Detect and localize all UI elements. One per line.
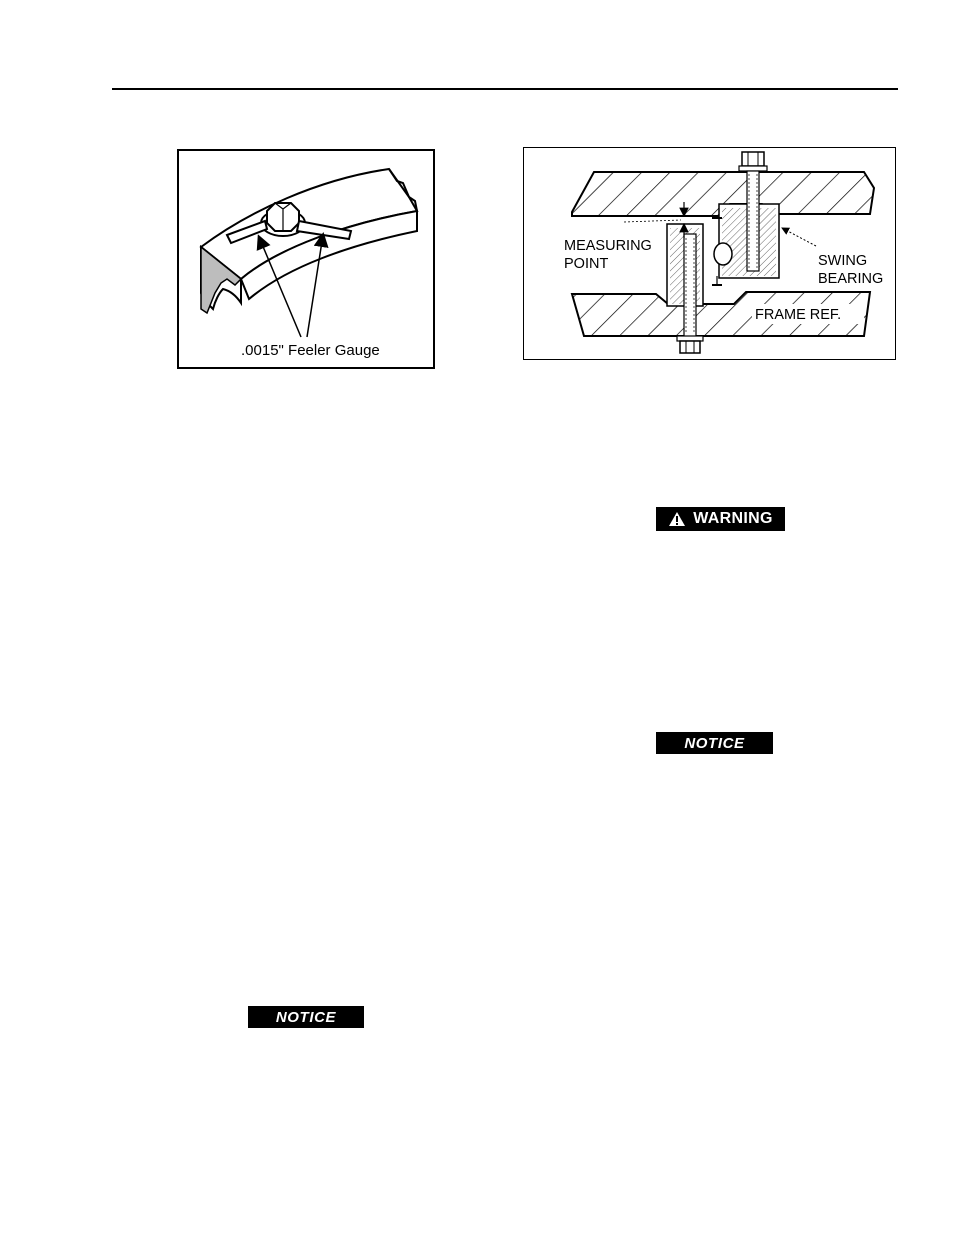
feeler-gauge-caption: .0015" Feeler Gauge bbox=[241, 342, 380, 359]
swing-bearing-illustration bbox=[524, 148, 897, 361]
measuring-point-label-2: POINT bbox=[564, 256, 609, 272]
header-rule bbox=[112, 88, 898, 90]
notice-badge-right bbox=[656, 732, 773, 754]
swing-bearing-label-1: SWING bbox=[818, 253, 868, 269]
measuring-point-label-1: MEASURING bbox=[564, 238, 652, 254]
warning-label: WARNING bbox=[693, 510, 773, 527]
feeler-gauge-figure bbox=[177, 149, 435, 369]
feeler-gauge-illustration bbox=[179, 151, 437, 371]
notice-label-left: NOTICE bbox=[275, 1008, 337, 1026]
frame-ref-label: FRAME REF. bbox=[755, 307, 842, 323]
notice-label-right: NOTICE bbox=[684, 734, 745, 752]
notice-badge-left bbox=[248, 1006, 364, 1028]
warning-triangle-icon bbox=[668, 511, 686, 527]
swing-bearing-label-2: BEARING bbox=[818, 271, 884, 287]
swing-bearing-figure bbox=[523, 147, 896, 360]
warning-badge bbox=[656, 507, 785, 531]
